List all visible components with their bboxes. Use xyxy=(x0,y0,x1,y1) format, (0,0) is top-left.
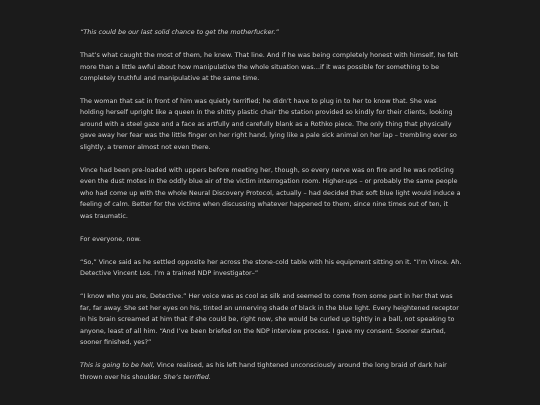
text-span: “I know who you are, Detective.” Her voice was as cool as silk and seemed to come from some part in her that was far, far away. She set her eyes on his, tinted an unnerving shade of black in the blue light. Every heightened receptor in his brain screamed at him that if she could be, right now, she would be curled up tightly in a ball, not speaking to anyone, least of all him. “And I’ve been briefed on the NDP interview process. I gave my consent. Sooner started, sooner finished, yes?” xyxy=(80,292,459,347)
text-span: For everyone, now. xyxy=(80,234,142,243)
paragraph xyxy=(80,360,462,383)
paragraph xyxy=(80,96,462,153)
paragraph xyxy=(80,234,462,245)
text-span: “So,” Vince said as he settled opposite her across the stone-cold table with his equipment sitting on it. “I’m Vince. Ah. Detective Vincent Los. I’m a trained NDP investigator–” xyxy=(80,257,462,278)
text-span: The woman that sat in front of him was quietly terrified; he didn’t have to plug in to her to know that. She was holding herself upright like a queen in the shitty plastic chair the station provided so kindly for their clients, looking around with a steel gaze and a face as artfully and carefully blank as a Rothko piece. The only thing that physically gave away her fear was the little finger on her right hand, lying like a pale sick animal on her lap – trembling ever so slightly, a tremor almost not even there. xyxy=(80,97,457,151)
paragraph xyxy=(80,50,462,84)
text-span: Vince realised, as his left hand tightened unconsciously around the long braid of dark hair thrown over his shoulder. xyxy=(80,361,447,381)
text-span: This is going to be hell, xyxy=(80,361,155,370)
text-span: “This could be our last solid chance to get the motherfucker.” xyxy=(80,28,279,36)
paragraph xyxy=(80,27,462,38)
paragraph xyxy=(80,291,462,348)
story-text xyxy=(80,27,462,395)
text-span: That’s what caught the most of them, he knew. That line. And if he was being completely honest with himself, he felt more than a little awful about how manipulative the whole situation was…if it was possible for something to be completely truthful and manipulative at the same time. xyxy=(80,51,458,82)
text-span: She’s terrified. xyxy=(163,372,211,381)
paragraph xyxy=(80,165,462,222)
paragraph xyxy=(80,257,462,280)
text-span: Vince had been pre-loaded with uppers before meeting her, though, so every nerve was on fire and he was noticing even the dust motes in the oddly blue air of the victim interrogation room. Higher-ups – or probably the same people who had come up with the whole Neural Discovery Protocol, actually – had decided that soft blue light would induce a feeling of calm. Better for the victims when discussing whatever happened to them, since nine times out of ten, it was traumatic. xyxy=(80,165,461,220)
